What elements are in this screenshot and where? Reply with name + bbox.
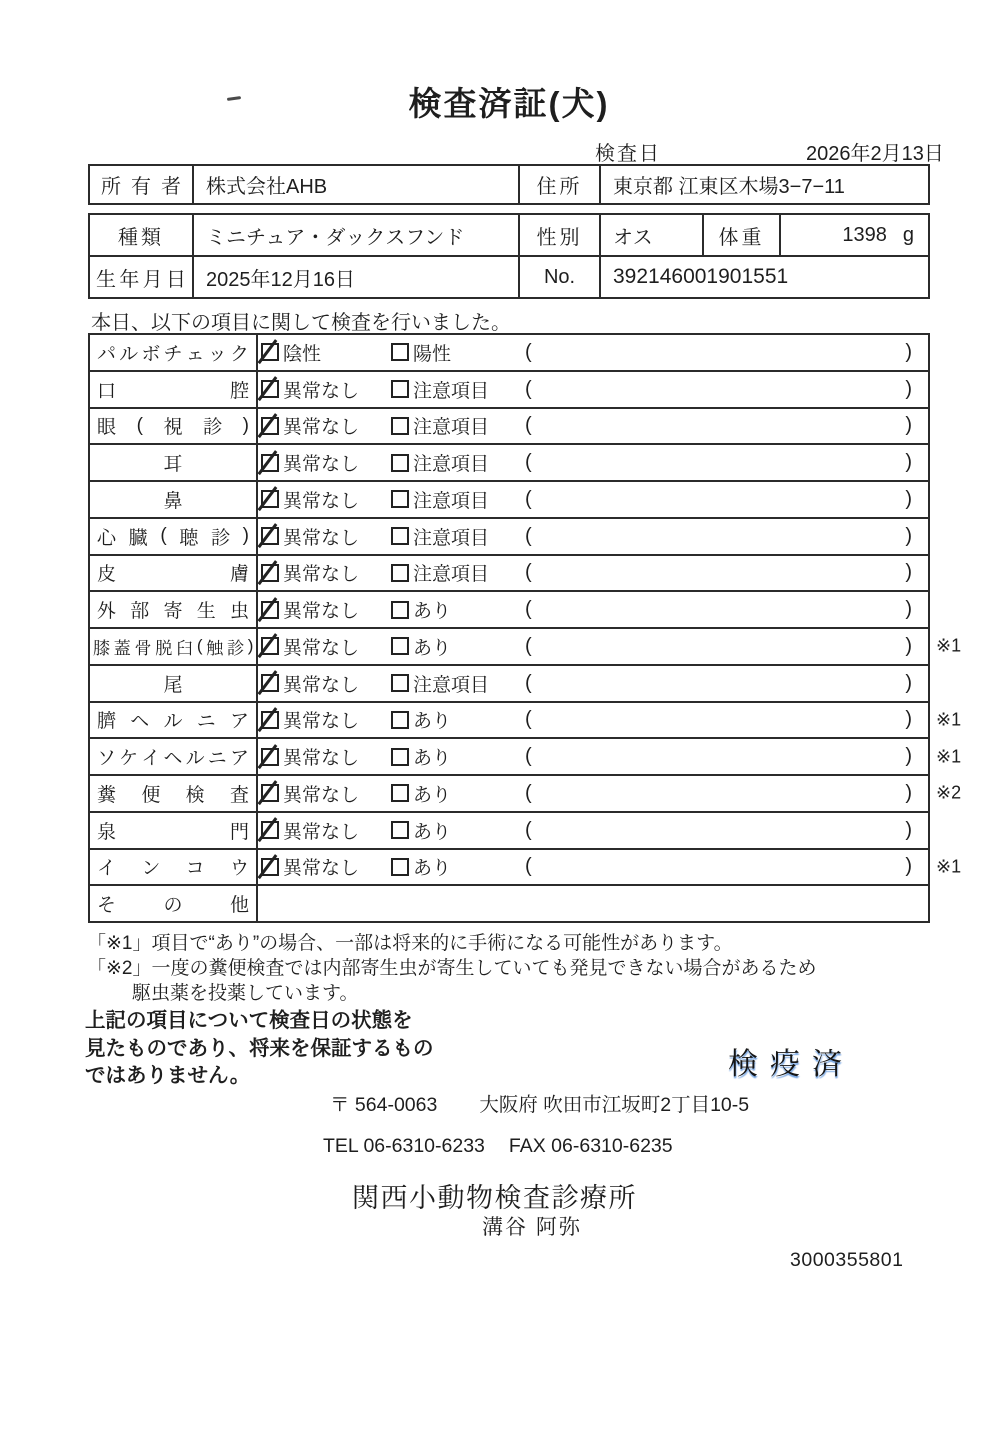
field-close-paren: ): [905, 781, 912, 804]
field-open-paren: (: [525, 451, 532, 474]
inspection-row-body: [258, 556, 928, 591]
option-label: 異常なし: [283, 711, 360, 733]
field-open-paren: (: [525, 340, 532, 363]
option-label: 異常なし: [283, 417, 360, 439]
clinic-tel: TEL 06-6310-6233: [323, 1135, 485, 1157]
postal-line: [330, 1089, 749, 1117]
field-open-paren: (: [525, 561, 532, 584]
free-text-field: [525, 488, 928, 511]
checkbox-empty-icon: [391, 784, 409, 802]
option-label: 注意項目: [413, 454, 490, 476]
remark-marker: ※1: [936, 709, 962, 730]
checkbox-empty-icon: [391, 858, 409, 876]
option-label: 陽性: [413, 343, 452, 365]
inspection-row-body: [258, 445, 928, 480]
birthdate-row: [90, 255, 928, 297]
field-open-paren: (: [525, 634, 532, 657]
owner-label: 所 有 者: [101, 176, 181, 198]
inspection-row: [90, 370, 928, 407]
inspection-row-body: [258, 666, 928, 701]
checkbox-checked-icon: [261, 417, 279, 435]
remark-marker: ※1: [936, 856, 962, 877]
option-2: [391, 376, 525, 403]
free-text-field: [525, 782, 928, 805]
checkbox-checked-icon: [261, 711, 279, 729]
checkbox-empty-icon: [391, 564, 409, 582]
checkbox-empty-icon: [391, 343, 409, 361]
page-title: 検査済証(犬): [408, 85, 610, 122]
disclaimer: [85, 1007, 434, 1090]
checkbox-empty-icon: [391, 711, 409, 729]
option-label: あり: [413, 748, 452, 770]
weight-unit: g: [902, 223, 914, 246]
checkbox-checked-icon: [261, 380, 279, 398]
inspection-row: [90, 848, 962, 885]
free-text-field: [525, 855, 928, 878]
disclaimer-line: 上記の項目について検査日の状態を: [85, 1009, 413, 1032]
field-open-paren: (: [525, 781, 532, 804]
birthdate-value-cell: [192, 257, 518, 297]
free-text-field: [525, 451, 928, 474]
field-open-paren: (: [525, 745, 532, 768]
checkbox-checked-icon: [261, 343, 279, 361]
address-value-cell: [599, 166, 928, 203]
inspection-row-body: [258, 776, 928, 811]
birthdate-label: 生 年 月 日: [96, 268, 186, 291]
weight-label: 体重: [718, 226, 765, 249]
address-label-cell: [518, 166, 599, 203]
checkbox-empty-icon: [391, 637, 409, 655]
inspection-item-label: イ ン コ ウ: [90, 850, 258, 885]
option-label: 注意項目: [413, 674, 490, 696]
owner-value-cell: [192, 166, 518, 203]
field-open-paren: (: [525, 487, 532, 510]
option-2: [391, 339, 525, 366]
option-1: [258, 559, 391, 586]
option-2: [391, 449, 525, 476]
option-1: [258, 486, 391, 513]
remark-marker: ※1: [936, 746, 962, 767]
option-label: 異常なし: [283, 748, 360, 770]
inspection-row-body: [258, 886, 928, 921]
option-2: [391, 559, 525, 586]
free-text-field: [525, 598, 928, 621]
address-label: 住所: [536, 176, 583, 198]
option-1: [258, 523, 391, 550]
field-open-paren: (: [525, 598, 532, 621]
inspection-row: [90, 701, 962, 738]
option-label: 異常なし: [283, 527, 360, 549]
footnote-line: 「※2」一度の糞便検査では内部寄生虫が寄生していても発見できない場合があるため: [87, 958, 817, 979]
clinic-address: 大阪府 吹田市江坂町2丁目10-5: [479, 1094, 750, 1116]
option-label: 異常なし: [283, 674, 360, 696]
serial-number: 3000355801: [790, 1249, 904, 1271]
field-close-paren: ): [905, 414, 912, 437]
inspection-row: [90, 811, 928, 848]
inspection-row-body: [258, 703, 928, 738]
clinic-fax: FAX 06-6310-6235: [508, 1135, 673, 1157]
inspection-row-body: [258, 592, 928, 627]
inspection-row-body: [258, 850, 928, 885]
option-label: 異常なし: [283, 564, 360, 586]
inspection-row-body: [258, 629, 928, 664]
option-1: [258, 670, 391, 697]
checkbox-empty-icon: [391, 821, 409, 839]
option-2: [391, 743, 525, 770]
option-2: [391, 633, 525, 660]
option-1: [258, 853, 391, 880]
free-text-field: [525, 414, 928, 437]
free-text-field: [525, 341, 928, 364]
option-label: 異常なし: [283, 821, 360, 843]
field-open-paren: (: [525, 414, 532, 437]
inspection-item-label: そ の 他: [90, 886, 258, 921]
option-label: 異常なし: [283, 490, 360, 512]
owner-label-cell: [90, 166, 192, 203]
inspection-row-body: [258, 813, 928, 848]
weight-label-cell: [702, 215, 779, 255]
free-text-field: [525, 525, 928, 548]
checkbox-checked-icon: [261, 821, 279, 839]
inspection-table: [88, 333, 962, 923]
field-close-paren: ): [905, 487, 912, 510]
checkbox-empty-icon: [391, 674, 409, 692]
checkbox-empty-icon: [391, 490, 409, 508]
breed-label-cell: [90, 215, 192, 255]
checkbox-empty-icon: [391, 454, 409, 472]
clinic-name: 関西小動物検査診療所: [352, 1183, 637, 1213]
sex-label-cell: [518, 215, 599, 255]
inspection-item-label: 鼻: [90, 482, 258, 517]
option-2: [391, 596, 525, 623]
checkbox-checked-icon: [261, 784, 279, 802]
inspection-row-body: [258, 739, 928, 774]
tel-line: [323, 1135, 673, 1158]
option-label: 異常なし: [283, 784, 360, 806]
field-close-paren: ): [905, 340, 912, 363]
footnote-line: 「※1」項目で“あり”の場合、一部は将来的に手術になる可能性があります。: [87, 933, 733, 954]
inspection-item-label: 心 臓 ( 聴 診 ): [90, 519, 258, 554]
footnotes: [87, 931, 817, 1006]
option-1: [258, 743, 391, 770]
field-close-paren: ): [905, 745, 912, 768]
field-open-paren: (: [525, 708, 532, 731]
inspection-date-label: 検査日: [595, 143, 661, 165]
option-2: [391, 780, 525, 807]
inspection-item-label: 皮 膚: [90, 556, 258, 591]
owner-value: 株式会社AHB: [206, 176, 328, 198]
option-label: 異常なし: [283, 637, 360, 659]
field-open-paren: (: [525, 524, 532, 547]
inspection-row-body: [258, 372, 928, 407]
checkbox-checked-icon: [261, 564, 279, 582]
option-1: [258, 817, 391, 844]
inspection-row: [90, 590, 928, 627]
birthdate-label-cell: [90, 257, 192, 297]
inspection-row: [90, 554, 928, 591]
postal-code: 〒 564-0063: [330, 1094, 438, 1116]
option-2: [391, 817, 525, 844]
field-close-paren: ): [905, 598, 912, 621]
inspection-row-body: [258, 335, 928, 370]
inspection-row: [90, 774, 962, 811]
option-label: 注意項目: [413, 490, 490, 512]
option-label: 注意項目: [413, 527, 490, 549]
inspection-row-body: [258, 519, 928, 554]
breed-value-cell: [192, 215, 518, 255]
inspection-item-label: 耳: [90, 445, 258, 480]
animal-table: [88, 213, 930, 299]
checkbox-checked-icon: [261, 490, 279, 508]
checkbox-checked-icon: [261, 454, 279, 472]
option-label: 陰性: [283, 343, 322, 365]
sex-value: オス: [613, 226, 653, 249]
inspection-row-body: [258, 482, 928, 517]
field-open-paren: (: [525, 855, 532, 878]
field-close-paren: ): [905, 818, 912, 841]
remark-marker: ※1: [936, 635, 962, 656]
option-label: あり: [413, 637, 452, 659]
option-label: あり: [413, 821, 452, 843]
number-label-cell: [518, 257, 599, 297]
owner-table: [88, 164, 930, 205]
option-label: 注意項目: [413, 564, 490, 586]
option-1: [258, 706, 391, 733]
checkbox-empty-icon: [391, 748, 409, 766]
field-open-paren: (: [525, 377, 532, 400]
field-close-paren: ): [905, 451, 912, 474]
sex-label: 性別: [536, 226, 583, 249]
inspection-row: [90, 335, 928, 370]
breed-label: 種類: [118, 226, 164, 249]
option-label: 異常なし: [283, 601, 360, 623]
option-1: [258, 376, 391, 403]
checkbox-checked-icon: [261, 748, 279, 766]
free-text-field: [525, 819, 928, 842]
field-close-paren: ): [905, 377, 912, 400]
inspection-item-label: 眼 ( 視 診 ): [90, 409, 258, 444]
option-1: [258, 780, 391, 807]
field-close-paren: ): [905, 671, 912, 694]
checkbox-empty-icon: [391, 527, 409, 545]
checkbox-checked-icon: [261, 858, 279, 876]
checkbox-checked-icon: [261, 637, 279, 655]
option-1: [258, 633, 391, 660]
breed-value: ミニチュア・ダックスフンド: [206, 226, 465, 249]
option-2: [391, 486, 525, 513]
number-value-cell: [599, 257, 928, 297]
weight-value-cell: [779, 215, 928, 255]
breed-row: [90, 215, 928, 255]
option-label: あり: [413, 711, 452, 733]
inspection-item-label: ソ ケ イ ヘ ル ニ ア: [90, 739, 258, 774]
sex-value-cell: [599, 215, 702, 255]
option-2: [391, 706, 525, 733]
inspection-item-label: 口 腔: [90, 372, 258, 407]
inspection-row: [90, 737, 962, 774]
checkbox-empty-icon: [391, 601, 409, 619]
quarantine-stamp: 検疫済: [728, 1048, 854, 1081]
inspection-item-label: 尾: [90, 666, 258, 701]
checkbox-empty-icon: [391, 417, 409, 435]
examiner-name: 溝谷 阿弥: [482, 1216, 582, 1239]
inspection-item-label: 外 部 寄 生 虫: [90, 592, 258, 627]
inspection-row-body: [258, 409, 928, 444]
field-close-paren: ): [905, 708, 912, 731]
inspection-row: [90, 664, 928, 701]
owner-row: [90, 166, 928, 203]
checkbox-empty-icon: [391, 380, 409, 398]
checkbox-checked-icon: [261, 674, 279, 692]
inspection-row: [90, 884, 928, 921]
inspection-row: [90, 517, 928, 554]
inspection-date-value: 2026年2月13日: [806, 143, 944, 165]
field-close-paren: ): [905, 634, 912, 657]
checkbox-checked-icon: [261, 527, 279, 545]
option-1: [258, 412, 391, 439]
free-text-field: [525, 708, 928, 731]
weight-value: 1398: [842, 223, 887, 246]
inspection-row: [90, 407, 928, 444]
inspection-row: [90, 627, 962, 664]
option-2: [391, 853, 525, 880]
inspection-item-label: 膝 蓋 骨 脱 臼 ( 触 診 ): [90, 629, 258, 664]
inspection-item-label: 糞 便 検 査: [90, 776, 258, 811]
field-close-paren: ): [905, 524, 912, 547]
option-label: 異常なし: [283, 380, 360, 402]
option-label: 注意項目: [413, 380, 490, 402]
disclaimer-line: ではありません。: [85, 1064, 251, 1087]
inspection-item-label: 臍 ヘ ル ニ ア: [90, 703, 258, 738]
option-label: あり: [413, 858, 452, 880]
option-1: [258, 449, 391, 476]
option-label: 異常なし: [283, 454, 360, 476]
birthdate-value: 2025年12月16日: [206, 268, 355, 291]
address-value: 東京都 江東区木場3−7−11: [613, 176, 845, 198]
free-text-field: [525, 672, 928, 695]
intro-line: 本日、以下の項目に関して検査を行いました。: [91, 312, 511, 334]
footnote-line: 駆虫薬を投薬しています。: [132, 983, 359, 1004]
field-close-paren: ): [905, 855, 912, 878]
number-value: 392146001901551: [613, 265, 789, 288]
option-1: [258, 339, 391, 366]
free-text-field: [525, 745, 928, 768]
option-2: [391, 523, 525, 550]
checkbox-checked-icon: [261, 601, 279, 619]
option-label: あり: [413, 601, 452, 623]
option-label: 注意項目: [413, 417, 490, 439]
field-close-paren: ): [905, 561, 912, 584]
option-label: あり: [413, 784, 452, 806]
field-open-paren: (: [525, 818, 532, 841]
remark-marker: ※2: [936, 782, 962, 803]
option-label: 異常なし: [283, 858, 360, 880]
disclaimer-line: 見たものであり、将来を保証するもの: [85, 1036, 434, 1060]
inspection-row: [90, 443, 928, 480]
free-text-field: [525, 561, 928, 584]
inspection-item-label: パ ル ボ チ ェ ッ ク: [90, 335, 258, 370]
option-2: [391, 670, 525, 697]
inspection-item-label: 泉 門: [90, 813, 258, 848]
inspection-row: [90, 480, 928, 517]
number-label: No.: [543, 265, 576, 288]
option-2: [391, 412, 525, 439]
free-text-field: [525, 378, 928, 401]
option-1: [258, 596, 391, 623]
free-text-field: [525, 635, 928, 658]
field-open-paren: (: [525, 671, 532, 694]
